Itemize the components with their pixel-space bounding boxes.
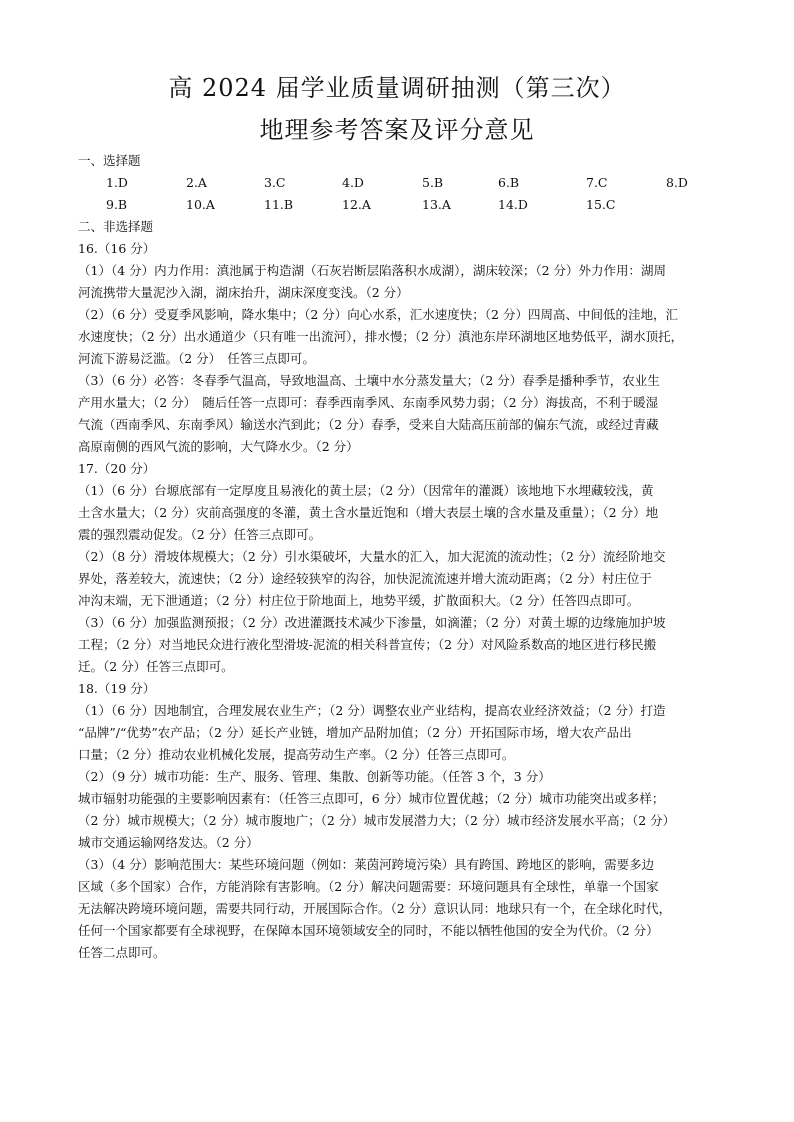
answer-line: 16.（16 分） <box>78 241 156 256</box>
choice-answer: 12.A <box>342 197 371 212</box>
answer-line: （3）（4 分）影响范围大：某些环境问题（例如：莱茵河跨境污染）具有跨国、跨地区的影响，需要多边 <box>78 857 655 872</box>
answer-line: 区域（多个国家）合作，方能消除有害影响。（2 分）解决问题需要：环境问题具有全球性，单靠一个国家 <box>78 879 659 894</box>
choice-answer: 2.A <box>186 175 207 190</box>
choice-answers-row-1 <box>78 172 732 194</box>
answer-line: （1）（4 分）内力作用：滇池属于构造湖（石灰岩断层陷落积水成湖），湖床较深；（2 分）外力作用：湖周 <box>78 263 667 278</box>
answer-line: 气流（西南季风、东南季风）输送水汽到此；（2 分）春季，受来自大陆高压前部的偏东气流，或经过青藏 <box>78 417 659 432</box>
answer-line: 城市辐射功能强的主要影响因素有：（任答三点即可，6 分）城市位置优越；（2 分）城市功能突出或多样； <box>78 791 665 806</box>
answer-line: 界处，落差较大，流速快；（2 分）途经较狭窄的沟谷，加快泥流流速并增大流动距离；（2 分）村庄位于 <box>78 571 652 586</box>
answer-line: （2）（6 分）受夏季风影响，降水集中；（2 分）向心水系，汇水速度快；（2 分）四周高、中间低的洼地，汇 <box>78 307 678 322</box>
answer-line: （2）（8 分）滑坡体规模大；（2 分）引水渠破坏，大量水的汇入，加大泥流的流动性；（2 分）流经阶地交 <box>78 549 666 564</box>
document-subtitle: 地理参考答案及评分意见 <box>259 116 535 144</box>
choice-answer: 15.C <box>586 197 616 212</box>
choice-answer: 4.D <box>342 175 364 190</box>
answer-line: 任何一个国家都要有全球视野，在保障本国环境领域安全的同时，不能以牺牲他国的安全为代价。（2 分） <box>78 923 659 938</box>
choice-answer: 11.B <box>264 197 294 212</box>
answer-line: （3）（6 分）加强监测预报；（2 分）改进灌溉技术减少下渗量，如滴灌；（2 分）对黄土塬的边缘施加护坡 <box>78 615 666 630</box>
answer-line: 震的强烈震动促发。（2 分）任答三点即可。 <box>78 527 322 542</box>
choice-answer: 14.D <box>498 197 528 212</box>
answer-line: 河流携带大量泥沙入湖，湖床抬升，湖床深度变浅。（2 分） <box>78 285 409 300</box>
choice-answer: 7.C <box>586 175 608 190</box>
answer-line: 迁。（2 分）任答三点即可。 <box>78 659 234 674</box>
answer-line: 水速度快；（2 分）出水通道少（只有唯一出流河），排水慢；（2 分）滇池东岸环湖地区地势低平，湖水顶托， <box>78 329 684 344</box>
answer-line: 高原南侧的西风气流的影响，大气降水少。（2 分） <box>78 439 359 454</box>
section-heading-nonchoice: 二、非选择题 <box>78 219 154 234</box>
choice-answer: 5.B <box>422 175 444 190</box>
answer-line: （1）（6 分）台塬底部有一定厚度且易液化的黄土层；（2 分）（因常年的灌溉）该地地下水埋藏较浅，黄 <box>78 483 654 498</box>
answer-line: （2 分）城市规模大；（2 分）城市腹地广；（2 分）城市发展潜力大；（2 分）城市经济发展水平高；（2 分） <box>78 813 676 828</box>
choice-answer: 3.C <box>264 175 286 190</box>
choice-answers-row-2 <box>78 194 732 216</box>
choice-answer: 6.B <box>498 175 520 190</box>
answer-line: 土含水量大；（2 分）灾前高强度的冬灌，黄土含水量近饱和（增大表层土壤的含水量及重量）；（2 分）地 <box>78 505 659 520</box>
choice-answer: 13.A <box>422 197 451 212</box>
choice-answer: 8.D <box>666 175 688 190</box>
choice-answer: 1.D <box>106 175 128 190</box>
answer-line: “品牌”/“优势”农产品；（2 分）延长产业链，增加产品附加值；（2 分）开拓国际市场，增大农产品出 <box>78 725 632 740</box>
answer-line: 河流下游易泛滥。（2 分） 任答三点即可。 <box>78 351 315 366</box>
section-heading-choice: 一、选择题 <box>78 153 141 168</box>
answer-line: 无法解决跨境环境问题，需要共同行动，开展国际合作。（2 分）意识认同：地球只有一个，在全球化时代， <box>78 901 672 916</box>
answer-line: 冲沟末端，无下泄通道；（2 分）村庄位于阶地面上，地势平缓，扩散面积大。（2 分）任答四点即可。 <box>78 593 640 608</box>
answer-line: 工程；（2 分）对当地民众进行液化型滑坡-泥流的相关科普宣传；（2 分）对风险系数高的地区进行移民搬 <box>78 637 657 652</box>
answer-line: （3）（6 分）必答：冬春季气温高，导致地温高、土壤中水分蒸发量大；（2 分）春季是播种季节，农业生 <box>78 373 660 388</box>
answer-content <box>78 150 732 964</box>
answer-line: 产用水量大；（2 分） 随后任答一点即可：春季西南季风、东南季风势力弱；（2 分）海拔高，不利于暖湿 <box>78 395 659 410</box>
answer-line: 城市交通运输网络发达。（2 分） <box>78 835 259 850</box>
answer-line: （1）（6 分）因地制宜，合理发展农业生产；（2 分）调整农业产业结构，提高农业经济效益；（2 分）打造 <box>78 703 666 718</box>
choice-answer: 10.A <box>186 197 215 212</box>
choice-answer: 9.B <box>106 197 128 212</box>
answer-line: 任答二点即可。 <box>78 945 166 960</box>
answer-line: 口量；（2 分）推动农业机械化发展，提高劳动生产率。（2 分）任答三点即可。 <box>78 747 515 762</box>
nonchoice-answers <box>78 238 732 964</box>
document-title: 高 2024 届学业质量调研抽测（第三次） <box>168 74 626 102</box>
answer-line: 17.（20 分） <box>78 461 156 476</box>
answer-line: （2）（9 分）城市功能：生产、服务、管理、集散、创新等功能。（任答 3 个，3 分） <box>78 769 551 784</box>
answer-line: 18.（19 分） <box>78 681 156 696</box>
